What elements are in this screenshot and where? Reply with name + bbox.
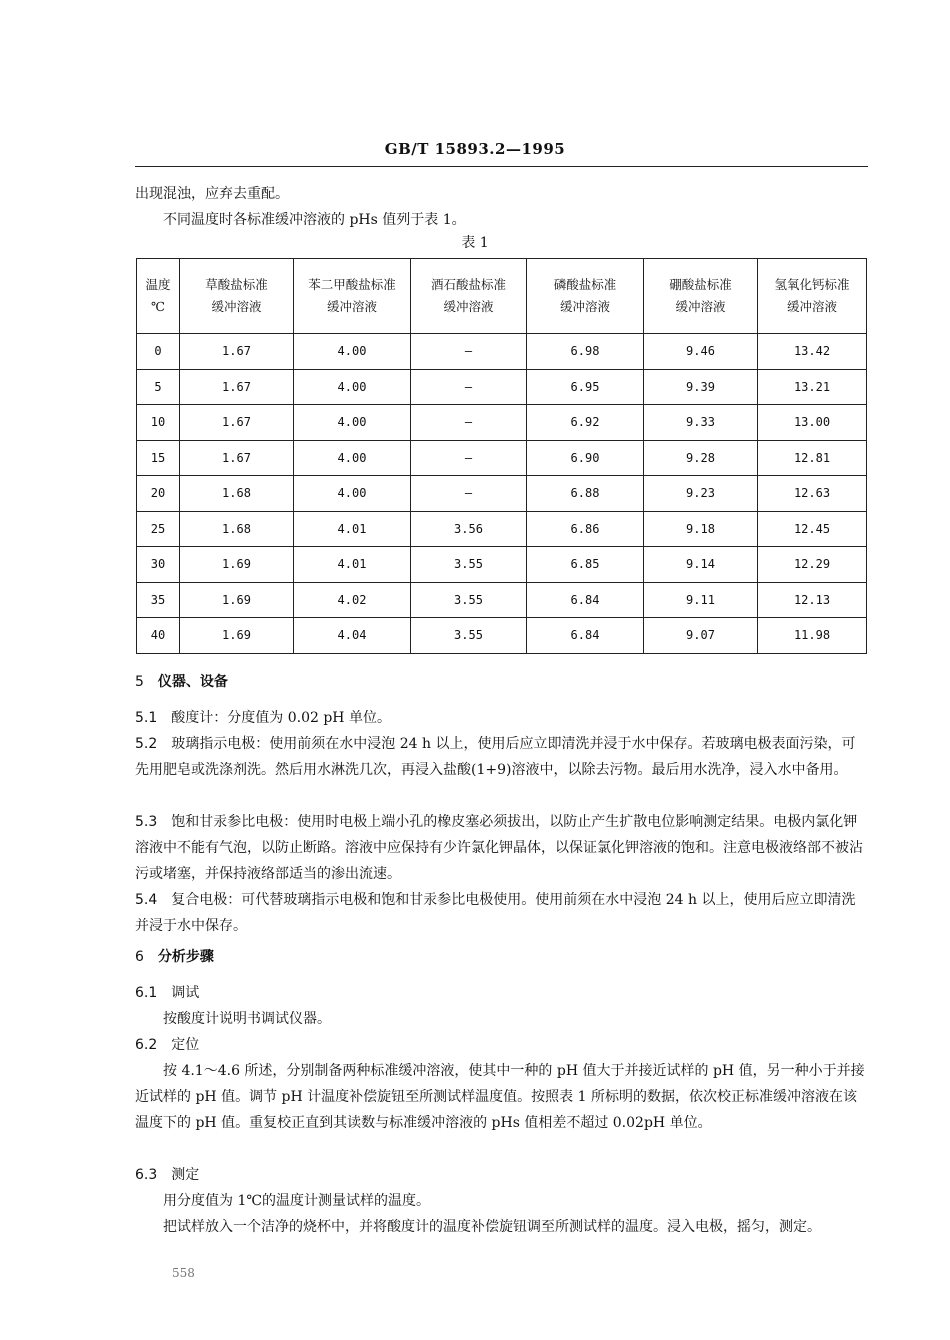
table-cell: 4.01 (294, 511, 411, 547)
table-cell: 6.92 (527, 405, 644, 441)
table-cell: 4.00 (294, 334, 411, 370)
table-cell: 1.69 (180, 582, 294, 618)
item-6-2-text: 按 4.1～4.6 所述，分别制备两种标准缓冲溶液，使其中一种的 pH 值大于并接近试样的 pH 值，另一种小于并接近试样的 pH 值。调节 pH 计温度补偿旋钮至所测试样温度值。按照表 1 所标明的数据，依次校正标准缓冲溶液在该温度下的 pH 值。重复校正直到其读数与标准缓冲溶液的 pHs 值相差不超过 0.02pH 单位。 (135, 1063, 865, 1131)
table-header-cell: 磷酸盐标准 缓冲溶液 (527, 259, 644, 334)
table-cell: 12.81 (758, 440, 867, 476)
table-cell: 4.00 (294, 476, 411, 512)
table-cell: 6.90 (527, 440, 644, 476)
table-cell: 11.98 (758, 618, 867, 654)
intro-line-2: 不同温度时各标准缓冲溶液的 pHs 值列于表 1。 (163, 212, 466, 228)
table-cell: 4.00 (294, 440, 411, 476)
table-header-row (137, 259, 867, 334)
item-6-3-heading: 6.3 测定 (135, 1167, 200, 1183)
table-row (137, 582, 867, 618)
page-header: GB/T 15893.2—1995 (384, 140, 566, 158)
table-row (137, 618, 867, 654)
table-cell: 9.11 (644, 582, 758, 618)
table-cell: 9.07 (644, 618, 758, 654)
table-cell: — (411, 476, 527, 512)
table-cell: — (411, 405, 527, 441)
table-header-cell: 硼酸盐标准 缓冲溶液 (644, 259, 758, 334)
table-cell: 4.01 (294, 547, 411, 583)
table-cell: 25 (137, 511, 180, 547)
table-cell: 9.39 (644, 369, 758, 405)
table-cell: 4.04 (294, 618, 411, 654)
item-6-2-heading: 6.2 定位 (135, 1037, 200, 1053)
table-cell: 6.86 (527, 511, 644, 547)
table-cell: 4.02 (294, 582, 411, 618)
table-cell: 6.98 (527, 334, 644, 370)
table-cell: 1.68 (180, 476, 294, 512)
table-cell: 15 (137, 440, 180, 476)
table-cell: 6.95 (527, 369, 644, 405)
table-cell: 3.55 (411, 582, 527, 618)
table-cell: 1.69 (180, 547, 294, 583)
item-5-1: 5.1 酸度计：分度值为 0.02 pH 单位。 (135, 710, 391, 726)
table-cell: 20 (137, 476, 180, 512)
item-5-2: 5.2 玻璃指示电极：使用前须在水中浸泡 24 h 以上，使用后应立即清洗并浸于水中保存。若玻璃电极表面污染，可先用肥皂或洗涤剂洗。然后用水淋洗几次，再浸入盐酸(1+9)溶液中，以除去污物。最后用水洗净，浸入水中备用。 (135, 736, 856, 778)
table-cell: 3.56 (411, 511, 527, 547)
table-cell: 6.85 (527, 547, 644, 583)
header-rule (135, 166, 868, 167)
table-row (137, 440, 867, 476)
table-cell: — (411, 334, 527, 370)
table-cell: 4.00 (294, 405, 411, 441)
table-cell: 6.84 (527, 582, 644, 618)
table-header-cell: 苯二甲酸盐标准 缓冲溶液 (294, 259, 411, 334)
table-cell: 6.84 (527, 618, 644, 654)
table-cell: 5 (137, 369, 180, 405)
table-cell: 12.45 (758, 511, 867, 547)
table-cell: 13.00 (758, 405, 867, 441)
section-6-heading: 6 分析步骤 (135, 949, 214, 965)
item-5-4: 5.4 复合电极：可代替玻璃指示电极和饱和甘汞参比电极使用。使用前须在水中浸泡 24 h 以上，使用后应立即清洗并浸于水中保存。 (135, 892, 856, 934)
table-cell: 1.69 (180, 618, 294, 654)
table-cell: 9.14 (644, 547, 758, 583)
table-row (137, 405, 867, 441)
table-row (137, 547, 867, 583)
table-header-cell: 氢氧化钙标准 缓冲溶液 (758, 259, 867, 334)
table-cell: 13.42 (758, 334, 867, 370)
table-cell: 12.13 (758, 582, 867, 618)
table-cell: 4.00 (294, 369, 411, 405)
table-cell: 10 (137, 405, 180, 441)
page-number: 558 (172, 1266, 195, 1280)
table-cell: 9.18 (644, 511, 758, 547)
table-row (137, 476, 867, 512)
table-row (137, 369, 867, 405)
table-cell: 9.28 (644, 440, 758, 476)
table-cell: 35 (137, 582, 180, 618)
table-cell: 13.21 (758, 369, 867, 405)
intro-line-1: 出现混浊，应弃去重配。 (135, 186, 289, 202)
table-cell: 6.88 (527, 476, 644, 512)
table-cell: 1.68 (180, 511, 294, 547)
table-cell: 9.23 (644, 476, 758, 512)
table-cell: 9.33 (644, 405, 758, 441)
table-cell: 12.63 (758, 476, 867, 512)
table-header-cell: 酒石酸盐标准 缓冲溶液 (411, 259, 527, 334)
item-6-3-text-2: 把试样放入一个洁净的烧杯中，并将酸度计的温度补偿旋钮调至所测试样的温度。浸入电极，摇匀，测定。 (163, 1219, 821, 1235)
item-6-1-heading: 6.1 调试 (135, 985, 200, 1001)
ph-buffer-table (136, 258, 867, 654)
table-cell: 3.55 (411, 618, 527, 654)
table-cell: 3.55 (411, 547, 527, 583)
table-header-cell: 草酸盐标准 缓冲溶液 (180, 259, 294, 334)
table-cell: 1.67 (180, 440, 294, 476)
table-row (137, 511, 867, 547)
table-cell: 9.46 (644, 334, 758, 370)
table-row (137, 334, 867, 370)
table-cell: 12.29 (758, 547, 867, 583)
section-5-heading: 5 仪器、设备 (135, 674, 228, 690)
table-header-cell: 温度 ℃ (137, 259, 180, 334)
table-cell: — (411, 369, 527, 405)
table-cell: 1.67 (180, 334, 294, 370)
item-6-1-text: 按酸度计说明书调试仪器。 (163, 1011, 331, 1027)
table-cell: 0 (137, 334, 180, 370)
item-6-3-text-1: 用分度值为 1℃的温度计测量试样的温度。 (163, 1193, 431, 1209)
table-caption: 表 1 (461, 235, 489, 251)
table-cell: 30 (137, 547, 180, 583)
table-cell: 1.67 (180, 369, 294, 405)
table-cell: 1.67 (180, 405, 294, 441)
table-cell: — (411, 440, 527, 476)
table-cell: 40 (137, 618, 180, 654)
item-5-3: 5.3 饱和甘汞参比电极：使用时电极上端小孔的橡皮塞必须拔出，以防止产生扩散电位影响测定结果。电极内氯化钾溶液中不能有气泡，以防止断路。溶液中应保持有少许氯化钾晶体，以保证氯化钾溶液的饱和。注意电极液络部不被沾污或堵塞，并保持液络部适当的渗出流速。 (135, 814, 863, 882)
